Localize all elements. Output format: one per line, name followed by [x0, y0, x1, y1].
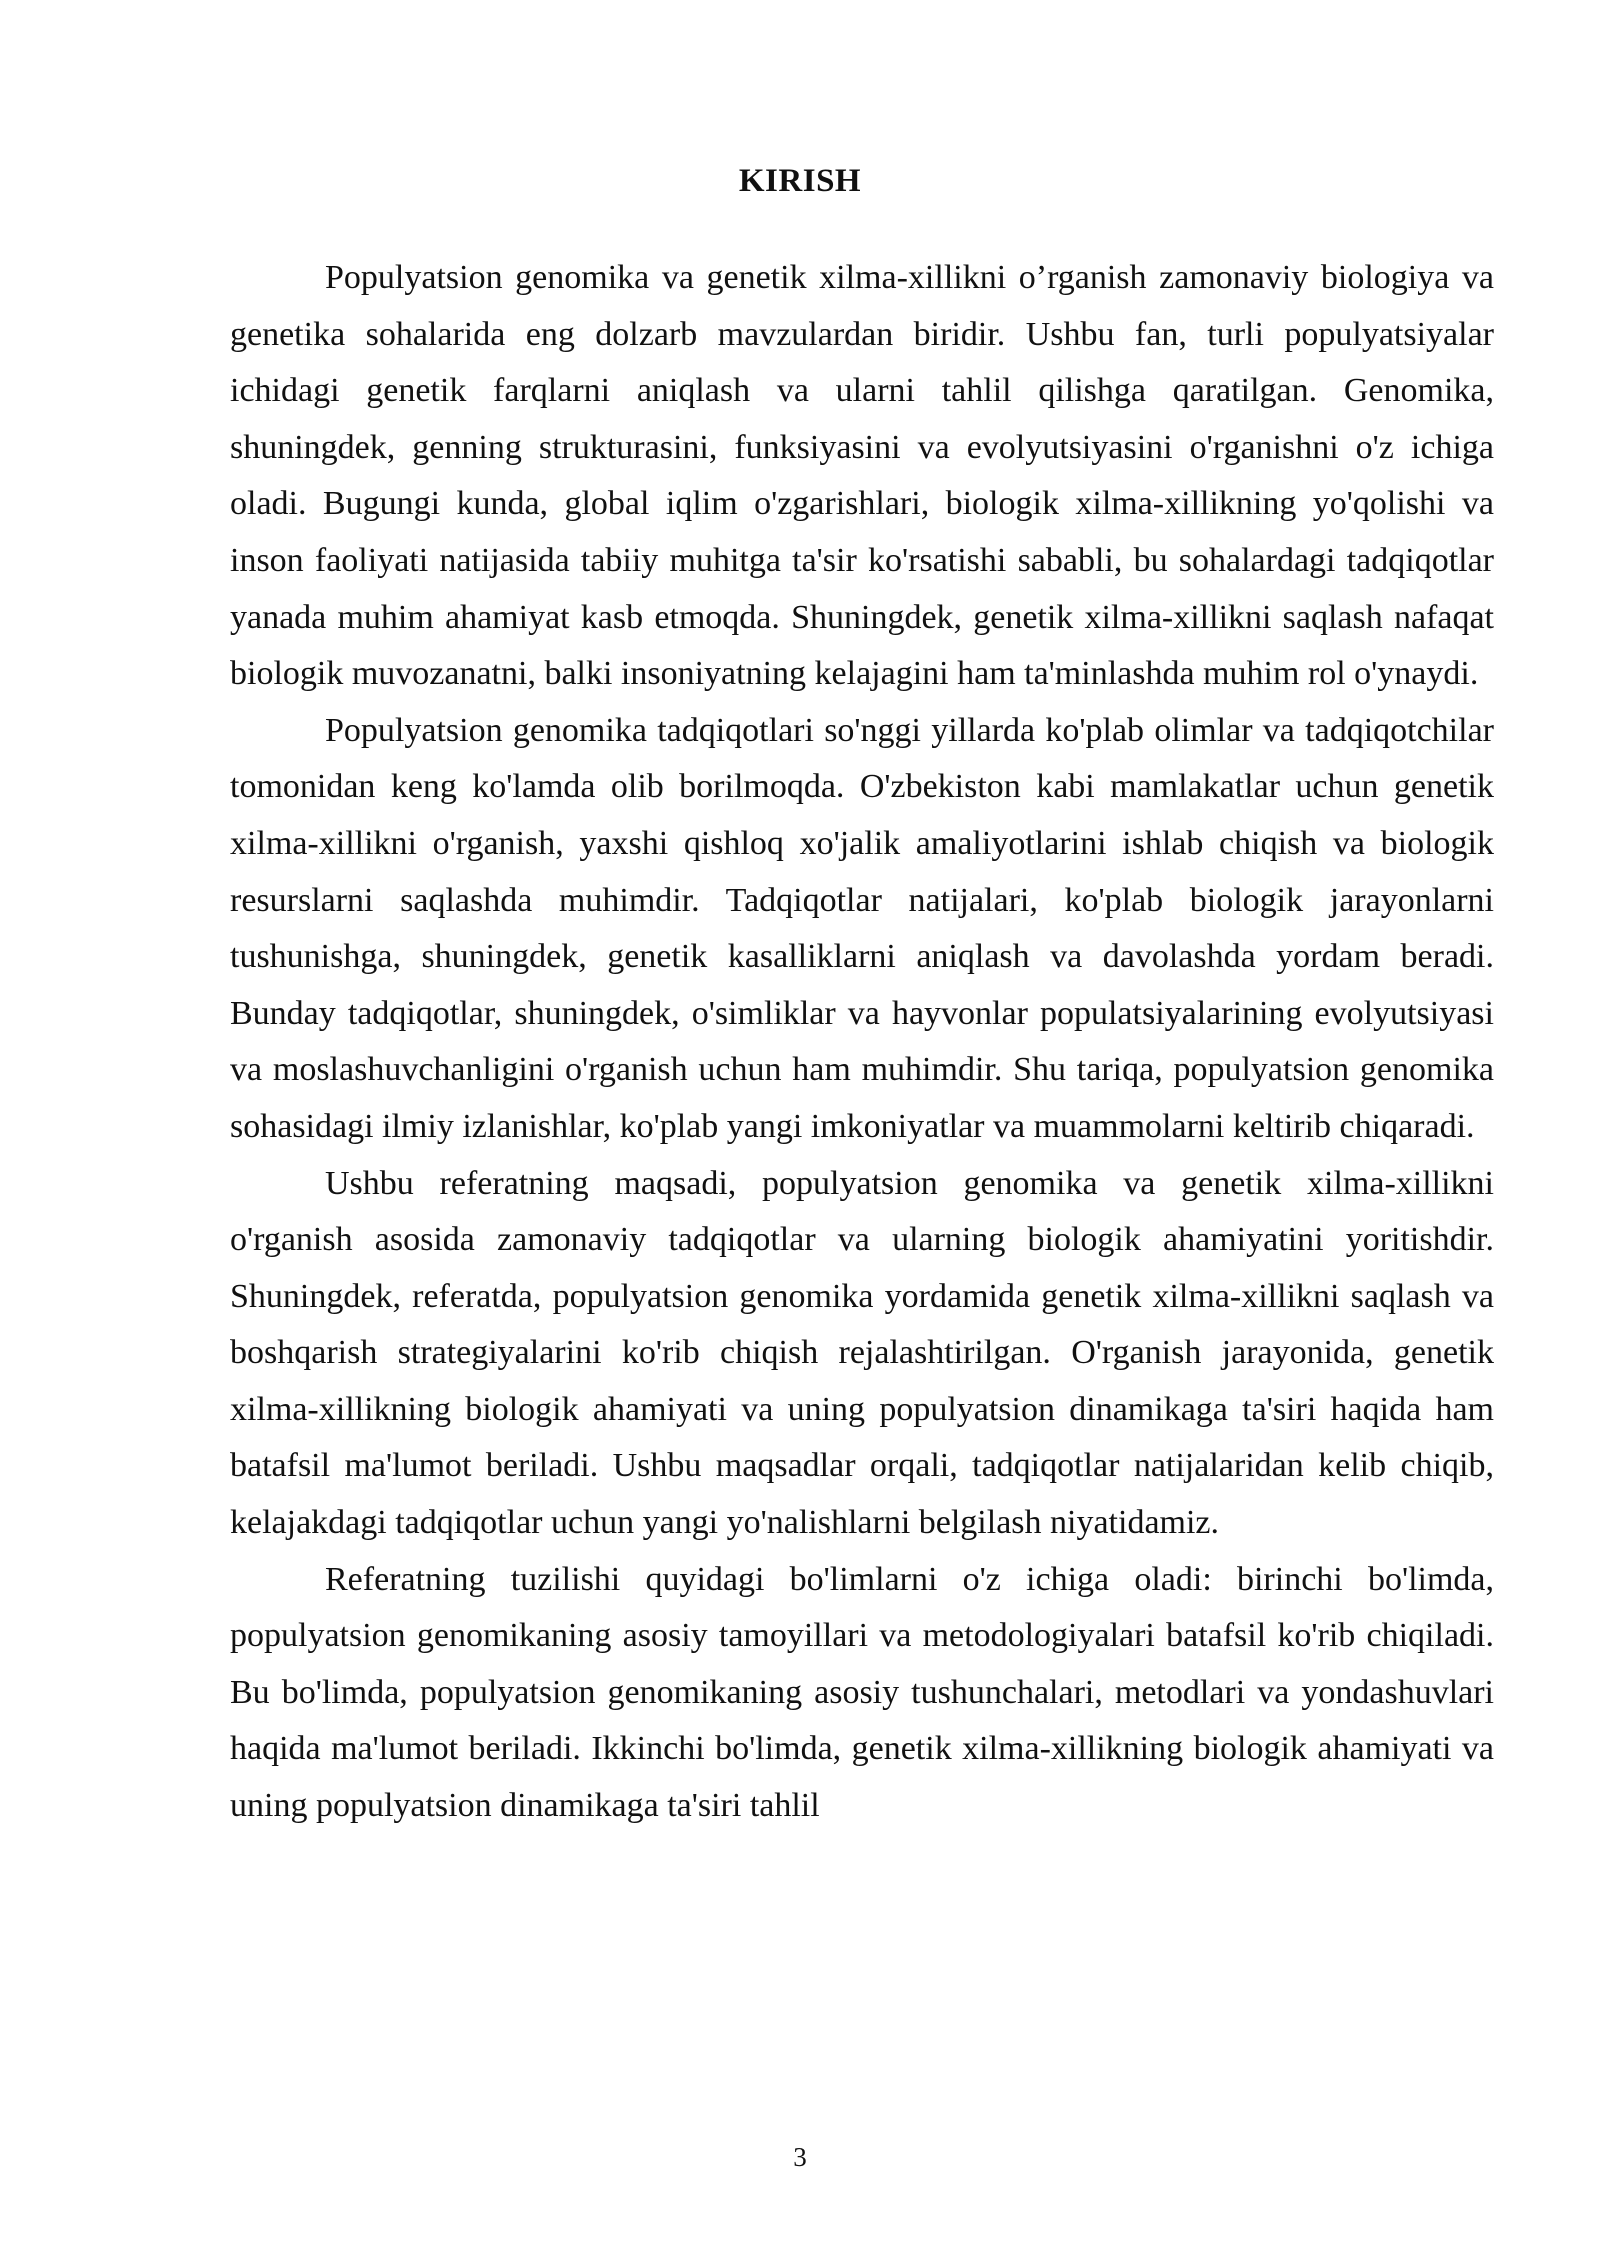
page-number: 3	[793, 2142, 807, 2172]
paragraph-goal: Ushbu referatning maqsadi, populyatsion genomika va genetik xilma-xillikni o'rganish asosida zamonaviy tadqiqotlar va ularning biologik ahamiyatini yoritishdir. Shuningdek, referatda, populyatsion genomika yordamida genetik xilma-xillikni saqlash va boshqarish strategiyalarini ko'rib chiqish rejalashtirilgan. O'rganish jarayonida, genetik xilma-xillikning biologik ahamiyati va uning populyatsion dinamikaga ta'siri haqida ham batafsil ma'lumot beriladi. Ushbu maqsadlar orqali, tadqiqotlar natijalaridan kelib chiqib, kelajakdagi tadqiqotlar uchun yangi yo'nalishlarni belgilash niyatidamiz.	[230, 1164, 1494, 1542]
paragraph-structure: Referatning tuzilishi quyidagi bo'limlarni o'z ichiga oladi: birinchi bo'limda, populyatsion genomikaning asosiy tamoyillari va metodologiyalari batafsil ko'rib chiqiladi. Bu bo'limda, populyatsion genomikaning asosiy tushunchalari, metodlari va yondashuvlari haqida ma'lumot beriladi. Ikkinchi bo'limda, genetik xilma-xillikning biologik ahamiyati va uning populyatsion dinamikaga ta'siri tahlil	[230, 1560, 1494, 1825]
paragraph-research: Populyatsion genomika tadqiqotlari so'nggi yillarda ko'plab olimlar va tadqiqotchilar tomonidan keng ko'lamda olib borilmoqda. O'zbekiston kabi mamlakatlar uchun genetik xilma-xillikni o'rganish, yaxshi qishloq xo'jalik amaliyotlarini ishlab chiqish va biologik resurslarni saqlashda muhimdir. Tadqiqotlar natijalari, ko'plab biologik jarayonlarni tushunishga, shuningdek, genetik kasalliklarni aniqlash va davolashda yordam beradi. Bunday tadqiqotlar, shuningdek, o'simliklar va hayvonlar populatsiyalarining evolyutsiyasi va moslashuvchanligini o'rganish uchun ham muhimdir. Shu tariqa, populyatsion genomika sohasidagi ilmiy izlanishlar, ko'plab yangi imkoniyatlar va muammolarni keltirib chiqaradi.	[230, 711, 1494, 1145]
section-title: KIRISH	[738, 163, 862, 199]
body-text	[230, 250, 1494, 1835]
paragraph-intro: Populyatsion genomika va genetik xilma-xillikni o’rganish zamonaviy biologiya va genetika sohalarida eng dolzarb mavzulardan biridir. Ushbu fan, turli populyatsiyalar ichidagi genetik farqlarni aniqlash va ularni tahlil qilishga qaratilgan. Genomika, shuningdek, genning strukturasini, funksiyasini va evolyutsiyasini o'rganishni o'z ichiga oladi. Bugungi kunda, global iqlim o'zgarishlari, biologik xilma-xillikning yo'qolishi va inson faoliyati natijasida tabiiy muhitga ta'sir ko'rsatishi sababli, bu sohalardagi tadqiqotlar yanada muhim ahamiyat kasb etmoqda. Shuningdek, genetik xilma-xillikni saqlash nafaqat biologik muvozanatni, balki insoniyatning kelajagini ham ta'minlashda muhim rol o'ynaydi.	[230, 259, 1494, 693]
